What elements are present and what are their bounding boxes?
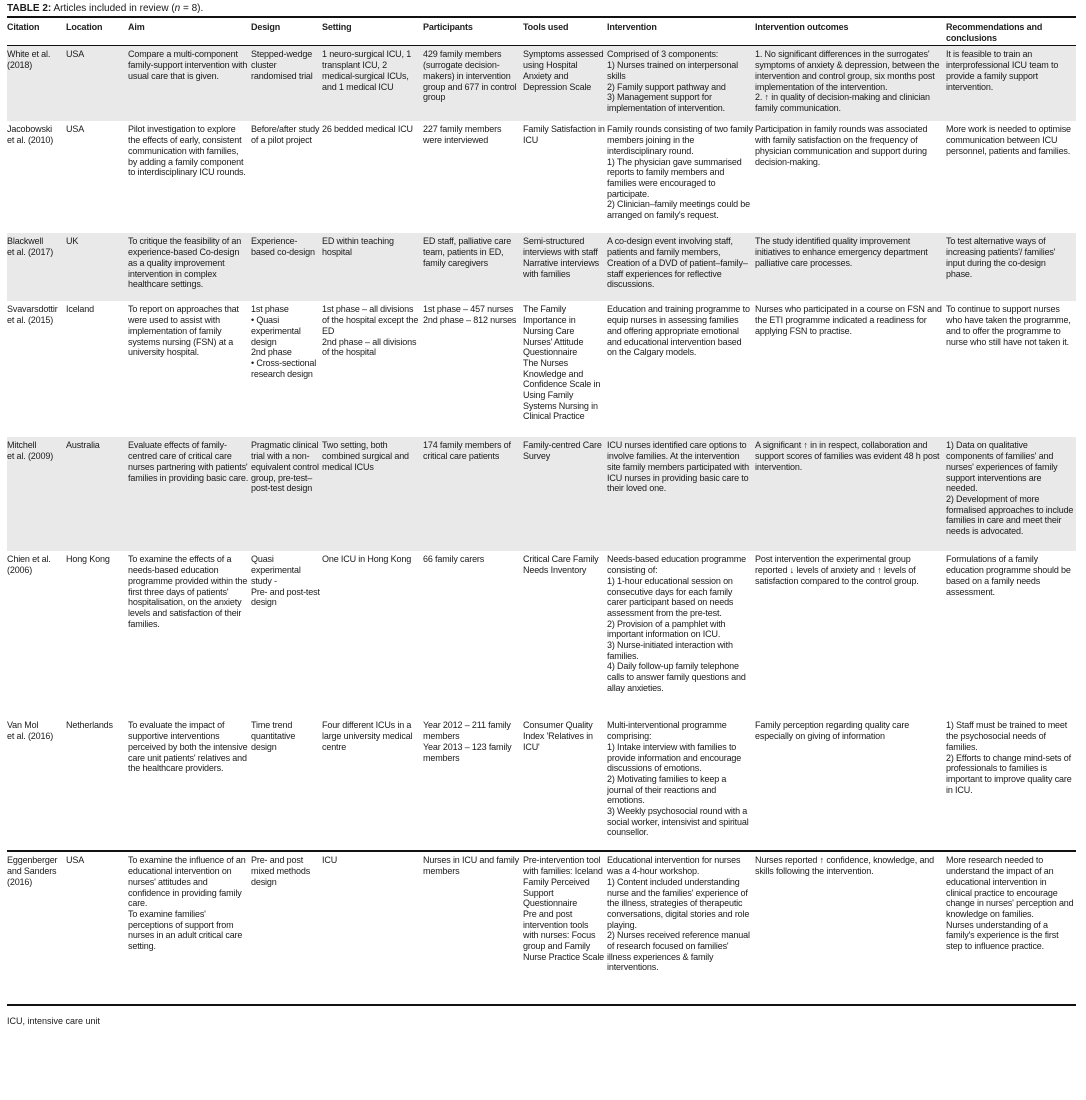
cell-citation: Van Mol et al. (2016)	[7, 720, 54, 742]
cell-participants: 429 family members (surrogate decision-makers) in intervention group and 677 in control group	[423, 46, 523, 122]
header-participants: Participants	[423, 17, 523, 46]
cell-design: Pre- and post mixed methods design	[251, 851, 322, 1005]
table-row	[7, 233, 1076, 301]
caption-label: TABLE 2:	[7, 3, 52, 14]
cell-setting: Two setting, both combined surgical and medical ICUs	[322, 437, 423, 551]
cell-participants: Year 2012 – 211 family members Year 2013 – 123 family members	[423, 720, 512, 763]
cell-design: Pragmatic clinical trial with a non-equivalent control group, pre-test–post-test design	[251, 437, 322, 551]
table-row	[7, 551, 1076, 717]
cell-citation: Mitchell et al. (2009)	[7, 437, 66, 551]
cell-participants: 66 family carers	[423, 554, 485, 565]
caption-text: Articles included in review (	[51, 3, 175, 14]
cell-citation: Blackwell et al. (2017)	[7, 233, 66, 301]
header-aim: Aim	[128, 17, 251, 46]
cell-location: Iceland	[66, 304, 94, 315]
cell-citation: White et al. (2018)	[7, 46, 66, 122]
cell-participants: 1st phase – 457 nurses 2nd phase – 812 nurses	[423, 304, 517, 326]
articles-table	[7, 16, 1076, 1006]
cell-aim: To examine the influence of an educational intervention on nurses' attitudes and confidence in providing family care. To examine families' perceptions of support from nurses in an adult critical care setting.	[128, 851, 251, 1005]
cell-design: Before/after study of a pilot project	[251, 124, 320, 146]
cell-intervention-outcomes: Nurses who participated in a course on FSN and the ETI programme indicated a readiness for applying FSN to practise.	[755, 304, 942, 336]
cell-intervention-outcomes: Family perception regarding quality care especially on giving of information	[755, 720, 910, 742]
cell-citation: Svavarsdottir et al. (2015)	[7, 304, 58, 326]
cell-location: Australia	[66, 437, 128, 551]
table-row	[7, 717, 1076, 851]
cell-recommendations: More research needed to understand the impact of an educational intervention in clinical practice to encourage change in nurses' perception and knowledge on families. Nurses understanding of a family's experience is the first step to influence practice.	[946, 851, 1076, 1005]
table-caption	[7, 3, 203, 14]
cell-participants: ED staff, palliative care team, patients in ED, family caregivers	[423, 233, 523, 301]
footnote: ICU, intensive care unit	[7, 1016, 101, 1026]
caption-n: n	[174, 3, 181, 14]
header-tools-used: Tools used	[523, 17, 607, 46]
cell-citation: Eggenberger and Sanders (2016)	[7, 851, 66, 1005]
table-row	[7, 121, 1076, 233]
cell-setting: ICU	[322, 851, 423, 1005]
cell-setting: Four different ICUs in a large university medical centre	[322, 720, 413, 752]
table-row	[7, 851, 1076, 1005]
cell-recommendations: 1) Staff must be trained to meet the psychosocial needs of families. 2) Efforts to change mind-sets of professionals to families is important to improve quality care in ICU.	[946, 720, 1072, 795]
cell-recommendations: To test alternative ways of increasing patients'/ families' input during the co-design phase.	[946, 233, 1076, 301]
cell-intervention-outcomes: Nurses reported ↑ confidence, knowledge, and skills following the intervention.	[755, 851, 946, 1005]
cell-location: USA	[66, 124, 85, 135]
cell-aim: To report on approaches that were used to assist with implementation of family systems nursing (FSN) at a university hospital.	[128, 304, 239, 358]
header-setting: Setting	[322, 17, 423, 46]
cell-location: UK	[66, 233, 128, 301]
table-row	[7, 46, 1076, 122]
cell-tools-used: The Family Importance in Nursing Care Nurses' Attitude Questionnaire The Nurses Knowledge and Confidence Scale in Using Family Systems Nursing in Clinical Practice	[523, 304, 601, 422]
cell-recommendations: 1) Data on qualitative components of families' and nurses' experiences of family support interventions are needed. 2) Development of more formalised approaches to include families in care and meet their needs is advocated.	[946, 437, 1076, 551]
cell-design: 1st phase • Quasi experimental design 2nd phase • Cross-sectional research design	[251, 304, 317, 379]
cell-location: USA	[66, 851, 128, 1005]
header-recommendations: Recommendations and conclusions	[946, 17, 1076, 46]
cell-design: Experience-based co-design	[251, 233, 322, 301]
cell-aim: To critique the feasibility of an experience-based Co-design as a quality improvement intervention in complex healthcare settings.	[128, 233, 251, 301]
cell-citation: Chien et al. (2006)	[7, 554, 51, 576]
cell-aim: Evaluate effects of family-centred care of critical care nurses partnering with patients' families in providing basic care.	[128, 437, 251, 551]
cell-intervention: ICU nurses identified care options to involve families. At the intervention site family members participated with ICU nurses in providing basic care to their loved one.	[607, 437, 755, 551]
cell-intervention: Education and training programme to equip nurses in assessing families and offering appropriate emotional and educational intervention based on the Calgary models.	[607, 304, 750, 358]
cell-intervention: Multi-interventional programme comprising: 1) Intake interview with families to provide information and encourage discussions of emotions. 2) Motivating families to keep a journal of their reactions and emotions. 3) Weekly psychosocial round with a social worker, intensivist and spiritual counsellor.	[607, 720, 749, 838]
table-row	[7, 437, 1076, 551]
cell-tools-used: Consumer Quality Index 'Relatives in ICU'	[523, 720, 593, 752]
cell-tools-used: Family Satisfaction in ICU	[523, 124, 605, 146]
cell-tools-used: Symptoms assessed using Hospital Anxiety and Depression Scale	[523, 46, 607, 122]
cell-participants: 174 family members of critical care patients	[423, 437, 523, 551]
cell-intervention-outcomes: 1. No significant differences in the surrogates' symptoms of anxiety & depression, between the intervention and control group, six months post implementation of the intervention. 2. ↑ in quality of decision-making and clinician family communication.	[755, 46, 946, 122]
cell-aim: Compare a multi-component family-support intervention with usual care that is given.	[128, 46, 251, 122]
cell-design: Quasi experimental study - Pre- and post-test design	[251, 554, 320, 608]
header-row	[7, 17, 1076, 46]
cell-setting: ED within teaching hospital	[322, 233, 423, 301]
cell-location: USA	[66, 46, 128, 122]
cell-aim: To evaluate the impact of supportive interventions perceived by both the intensive care unit patients' relatives and the healthcare providers.	[128, 720, 248, 774]
cell-setting: 1st phase – all divisions of the hospital except the ED 2nd phase – all divisions of the hospital	[322, 304, 419, 358]
cell-tools-used: Semi-structured interviews with staff Narrative interviews with families	[523, 233, 607, 301]
cell-design: Time trend quantitative design	[251, 720, 296, 752]
cell-intervention: Family rounds consisting of two family members joining in the interdisciplinary round. 1) The physician gave summarised reports to family members and families were encouraged to participate. 2) Clinician–family meetings could be arranged on family's request.	[607, 124, 753, 221]
cell-intervention: Comprised of 3 components: 1) Nurses trained on interpersonal skills 2) Family support pathway and 3) Management support for implementation of intervention.	[607, 46, 755, 122]
cell-intervention-outcomes: A significant ↑ in in respect, collaboration and support scores of families was evident 48 h post intervention.	[755, 437, 946, 551]
cell-intervention: Needs-based education programme consisting of: 1) 1-hour educational session on consecutive days for each family carer participant based on needs assessment from the pre-test. 2) Provision of a pamphlet with important information on ICU. 3) Nurse-initiated interaction with families. 4) Daily follow-up family telephone calls to answer family questions and allay anxieties.	[607, 554, 746, 693]
cell-participants: Nurses in ICU and family members	[423, 851, 523, 1005]
cell-recommendations: To continue to support nurses who have taken the programme, and to offer the programme to nurse who still have not taken it.	[946, 304, 1071, 347]
cell-participants: 227 family members were interviewed	[423, 124, 502, 146]
table-row	[7, 301, 1076, 437]
cell-intervention-outcomes: The study identified quality improvement initiatives to enhance emergency department palliative care processes.	[755, 233, 946, 301]
header-design: Design	[251, 17, 322, 46]
cell-design: Stepped-wedge cluster randomised trial	[251, 46, 322, 122]
header-intervention-outcomes: Intervention outcomes	[755, 17, 946, 46]
header-citation: Citation	[7, 17, 66, 46]
cell-setting: One ICU in Hong Kong	[322, 554, 412, 565]
cell-recommendations: It is feasible to train an interprofessional ICU team to provide a family support intervention.	[946, 46, 1076, 122]
cell-location: Netherlands	[66, 720, 113, 731]
caption-rest: = 8).	[180, 3, 204, 14]
cell-tools-used: Family-centred Care Survey	[523, 437, 607, 551]
cell-aim: To examine the effects of a needs-based education programme provided within the first three days of patients' hospitalisation, on the anxiety levels and satisfaction of their families.	[128, 554, 248, 629]
cell-intervention-outcomes: Participation in family rounds was associated with family satisfaction on the frequency of physician communication and support during decision-making.	[755, 124, 928, 167]
cell-setting: 26 bedded medical ICU	[322, 124, 413, 135]
cell-tools-used: Pre-intervention tool with families: Iceland Family Perceived Support Questionnaire Pre and post intervention tools with nurses: Focus group and Family Nurse Practice Scale	[523, 851, 607, 1005]
cell-recommendations: More work is needed to optimise communication between ICU personnel, patients and families.	[946, 124, 1071, 156]
cell-intervention-outcomes: Post intervention the experimental group reported ↓ levels of anxiety and ↑ levels of satisfaction compared to the control group.	[755, 554, 919, 586]
cell-aim: Pilot investigation to explore the effects of early, consistent communication with families, by adding a family component to interdisciplinary ICU rounds.	[128, 124, 246, 178]
cell-intervention: Educational intervention for nurses was a 4-hour workshop. 1) Content included understanding nurse and the families' experience of the illness, strategies of therapeutic conversations, digital stories and role playing. 2) Nurses received reference manual of research focused on families' illness experiences & family interventions.	[607, 851, 755, 1005]
header-intervention: Intervention	[607, 17, 755, 46]
cell-location: Hong Kong	[66, 554, 110, 565]
cell-intervention: A co-design event involving staff, patients and family members, Creation of a DVD of patient–family–staff experiences for reflective discussions.	[607, 233, 755, 301]
cell-tools-used: Critical Care Family Needs Inventory	[523, 554, 599, 576]
cell-setting: 1 neuro-surgical ICU, 1 transplant ICU, 2 medical-surgical ICUs, and 1 medical ICU	[322, 46, 423, 122]
cell-citation: Jacobowski et al. (2010)	[7, 124, 54, 146]
cell-recommendations: Formulations of a family education programme should be based on a family needs assessment.	[946, 554, 1071, 597]
header-location: Location	[66, 17, 128, 46]
